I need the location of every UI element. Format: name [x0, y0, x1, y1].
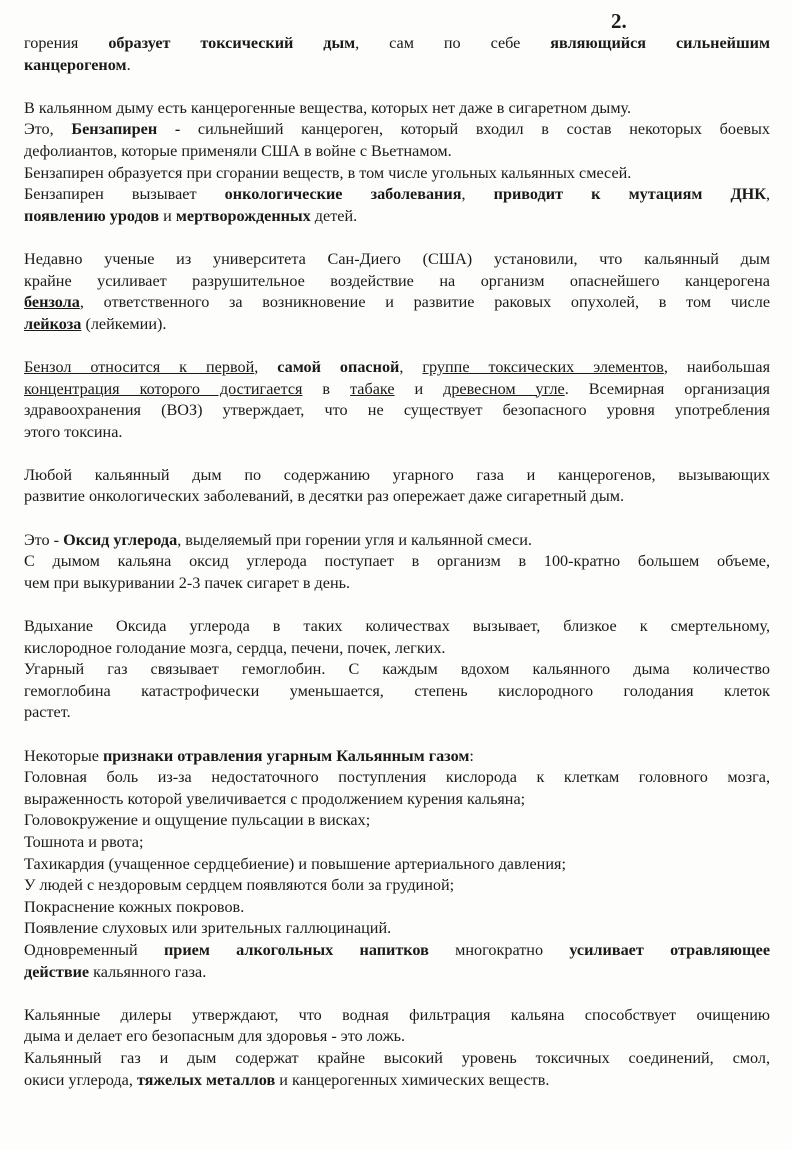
text-span: Головная боль из-за недостаточного поступления кислорода к клеткам головного мозга,	[24, 768, 770, 787]
text-span: ,	[765, 185, 770, 204]
text-line	[24, 875, 770, 897]
text-span: С дымом кальяна оксид углерода поступает в организм в 100-кратно большем объеме,	[24, 552, 770, 571]
text-span: окиси углерода,	[24, 1070, 137, 1089]
text-line	[24, 379, 770, 401]
text-line	[24, 638, 770, 660]
text-span: Кальянный газ и дым содержат крайне высокий уровень токсичных соединений, смол,	[24, 1048, 770, 1067]
text-emphasis: лейкоза	[24, 314, 82, 333]
text-span: Появление слуховых или зрительных галлюцинаций.	[24, 919, 392, 938]
text-span: :	[469, 746, 474, 765]
text-span: и	[394, 379, 444, 398]
paragraph-gap	[24, 508, 770, 530]
underlined-text: группе токсических элементов	[422, 357, 664, 376]
text-line	[24, 681, 770, 703]
text-line	[24, 551, 770, 573]
text-span: Это -	[24, 530, 64, 549]
text-line	[24, 1070, 770, 1092]
text-span: Любой кальянный дым по содержанию угарного газа и канцерогенов, вызывающих	[24, 465, 770, 484]
text-line	[24, 141, 770, 163]
text-line	[24, 616, 770, 638]
text-line	[24, 1005, 770, 1027]
bold-text: онкологические заболевания	[224, 185, 462, 204]
text-span: чем при выкуривании 2-3 пачек сигарет в день.	[24, 573, 351, 592]
text-line	[24, 465, 770, 487]
text-line	[24, 314, 770, 336]
text-span: Кальянные дилеры утверждают, что водная фильтрация кальяна способствует очищению	[24, 1005, 770, 1024]
text-span: .	[126, 55, 131, 74]
underlined-text: древесном угле	[443, 379, 565, 398]
text-line	[24, 184, 770, 206]
text-span: ,	[254, 357, 278, 376]
text-line	[24, 33, 770, 55]
text-span: . Всемирная организация	[564, 379, 770, 398]
text-line	[24, 271, 770, 293]
paragraph-gap	[24, 724, 770, 746]
text-span: , выделяемый при горении угля и кальянной смеси.	[177, 530, 532, 549]
text-span: Угарный газ связывает гемоглобин. С каждым вдохом кальянного дыма количество	[24, 660, 770, 679]
text-span: Покраснение кожных покровов.	[24, 897, 245, 916]
text-span: выраженность которой увеличивается с продолжением курения кальяна;	[24, 789, 526, 808]
paragraph-gap	[24, 594, 770, 616]
paragraph-gap	[24, 335, 770, 357]
text-span: дыма и делает его безопасным для здоровья - это ложь.	[24, 1027, 406, 1046]
underlined-text: Бензол относится к первой	[24, 357, 255, 376]
text-span: Некоторые	[24, 746, 103, 765]
text-line	[24, 249, 770, 271]
text-line	[24, 206, 770, 228]
text-line	[24, 702, 770, 724]
text-span: Это,	[24, 120, 72, 139]
text-span: в	[302, 379, 350, 398]
text-span: , сам по себе	[355, 34, 551, 52]
text-span: Бензапирен образуется при сгорании веществ, в том числе угольных кальянных смесей.	[24, 163, 632, 182]
text-span: У людей с нездоровым сердцем появляются боли за грудиной;	[24, 876, 455, 895]
text-line	[24, 789, 770, 811]
paragraph-gap	[24, 983, 770, 1005]
text-line	[24, 422, 770, 444]
text-line	[24, 897, 770, 919]
text-line	[24, 767, 770, 789]
text-span: Тошнота и рвота;	[24, 832, 144, 851]
text-line	[24, 163, 770, 185]
bold-text: приводит к мутациям ДНК	[493, 185, 766, 204]
bold-text: признаки отравления угарным Кальянным газом	[102, 746, 470, 765]
text-line	[24, 292, 770, 314]
text-line	[24, 854, 770, 876]
text-line	[24, 400, 770, 422]
text-line	[24, 98, 770, 120]
bold-text: усиливает отравляющее	[569, 940, 771, 959]
text-line	[24, 746, 770, 768]
text-span: Недавно ученые из университета Сан-Диего (США) установили, что кальянный дым	[24, 249, 770, 268]
underlined-text: табаке	[350, 379, 395, 398]
paragraph-gap	[24, 227, 770, 249]
text-span: Вдыхание Оксида углерода в таких количествах вызывает, близкое к смертельному,	[24, 617, 770, 636]
document-body	[24, 33, 770, 1091]
bold-text: самой опасной	[277, 357, 400, 376]
bold-text: прием алкогольных напитков	[163, 940, 429, 959]
text-span: (лейкемии).	[81, 314, 167, 333]
text-line	[24, 55, 770, 77]
bold-text: образует токсический дым	[108, 34, 356, 52]
text-span: В кальянном дыму есть канцерогенные вещества, которых нет даже в сигаретном дыму.	[24, 98, 632, 117]
text-span: детей.	[310, 206, 358, 225]
text-line	[24, 940, 770, 962]
bold-text: канцерогеном	[24, 55, 127, 74]
bold-underlined-text	[24, 293, 80, 311]
bold-text: являющийся сильнейшим	[550, 34, 770, 52]
text-span: сильнейший канцероген, который входил в состав некоторых боевых	[180, 120, 771, 139]
text-line	[24, 810, 770, 832]
text-span: дефолиантов, которые применяли США в войне с Вьетнамом.	[24, 141, 452, 160]
bold-text: мертворожденных	[175, 206, 311, 225]
text-emphasis: бензола	[24, 293, 80, 312]
text-span: этого токсина.	[24, 422, 123, 441]
text-line	[24, 530, 770, 552]
text-line	[24, 918, 770, 940]
text-line	[24, 119, 770, 141]
text-span: , ответственного за возникновение и развитие раковых опухолей, в том числе	[79, 293, 770, 312]
text-line	[24, 659, 770, 681]
text-span: и	[159, 206, 176, 225]
text-span: Бензапирен вызывает	[24, 185, 225, 204]
paragraph-gap	[24, 76, 770, 98]
text-span: ,	[461, 185, 494, 204]
text-span: Головокружение и ощущение пульсации в висках;	[24, 811, 371, 830]
text-span: кислородное голодание мозга, сердца, печени, почек, легких.	[24, 638, 446, 657]
text-span: здравоохранения (ВОЗ) утверждает, что не существует безопасного уровня употребления	[24, 401, 770, 420]
bold-underlined-text	[24, 315, 81, 333]
bold-text: действие	[24, 962, 90, 981]
page-number: 2.	[611, 9, 627, 33]
bold-text: Бензапирен -	[71, 120, 181, 139]
text-line	[24, 1048, 770, 1070]
text-line	[24, 832, 770, 854]
text-span: и канцерогенных химических веществ.	[275, 1070, 550, 1089]
text-span: гемоглобина катастрофически уменьшается, степень кислородного голодания клеток	[24, 681, 770, 700]
text-span: кальянного газа.	[89, 962, 207, 981]
text-line	[24, 573, 770, 595]
text-span: Одновременный	[24, 940, 164, 959]
text-line	[24, 486, 770, 508]
text-span: горения	[24, 34, 109, 52]
text-span: многократно	[428, 940, 570, 959]
paragraph-gap	[24, 443, 770, 465]
text-span: развитие онкологических заболеваний, в десятки раз опережает даже сигаретный дым.	[24, 487, 625, 506]
text-span: Тахикардия (учащенное сердцебиение) и повышение артериального давления;	[24, 854, 566, 873]
bold-text: появлению уродов	[24, 206, 160, 225]
underlined-text: концентрация которого достигается	[24, 379, 303, 398]
bold-text: Оксид углерода	[63, 530, 178, 549]
text-line	[24, 357, 770, 379]
text-span: ,	[399, 357, 423, 376]
text-span: растет.	[24, 703, 71, 722]
text-span: крайне усиливает разрушительное воздействие на организм опаснейшего канцерогена	[24, 271, 770, 290]
text-line	[24, 1026, 770, 1048]
text-span: , наибольшая	[663, 357, 771, 376]
text-line	[24, 962, 770, 984]
bold-text: тяжелых металлов	[136, 1070, 276, 1089]
